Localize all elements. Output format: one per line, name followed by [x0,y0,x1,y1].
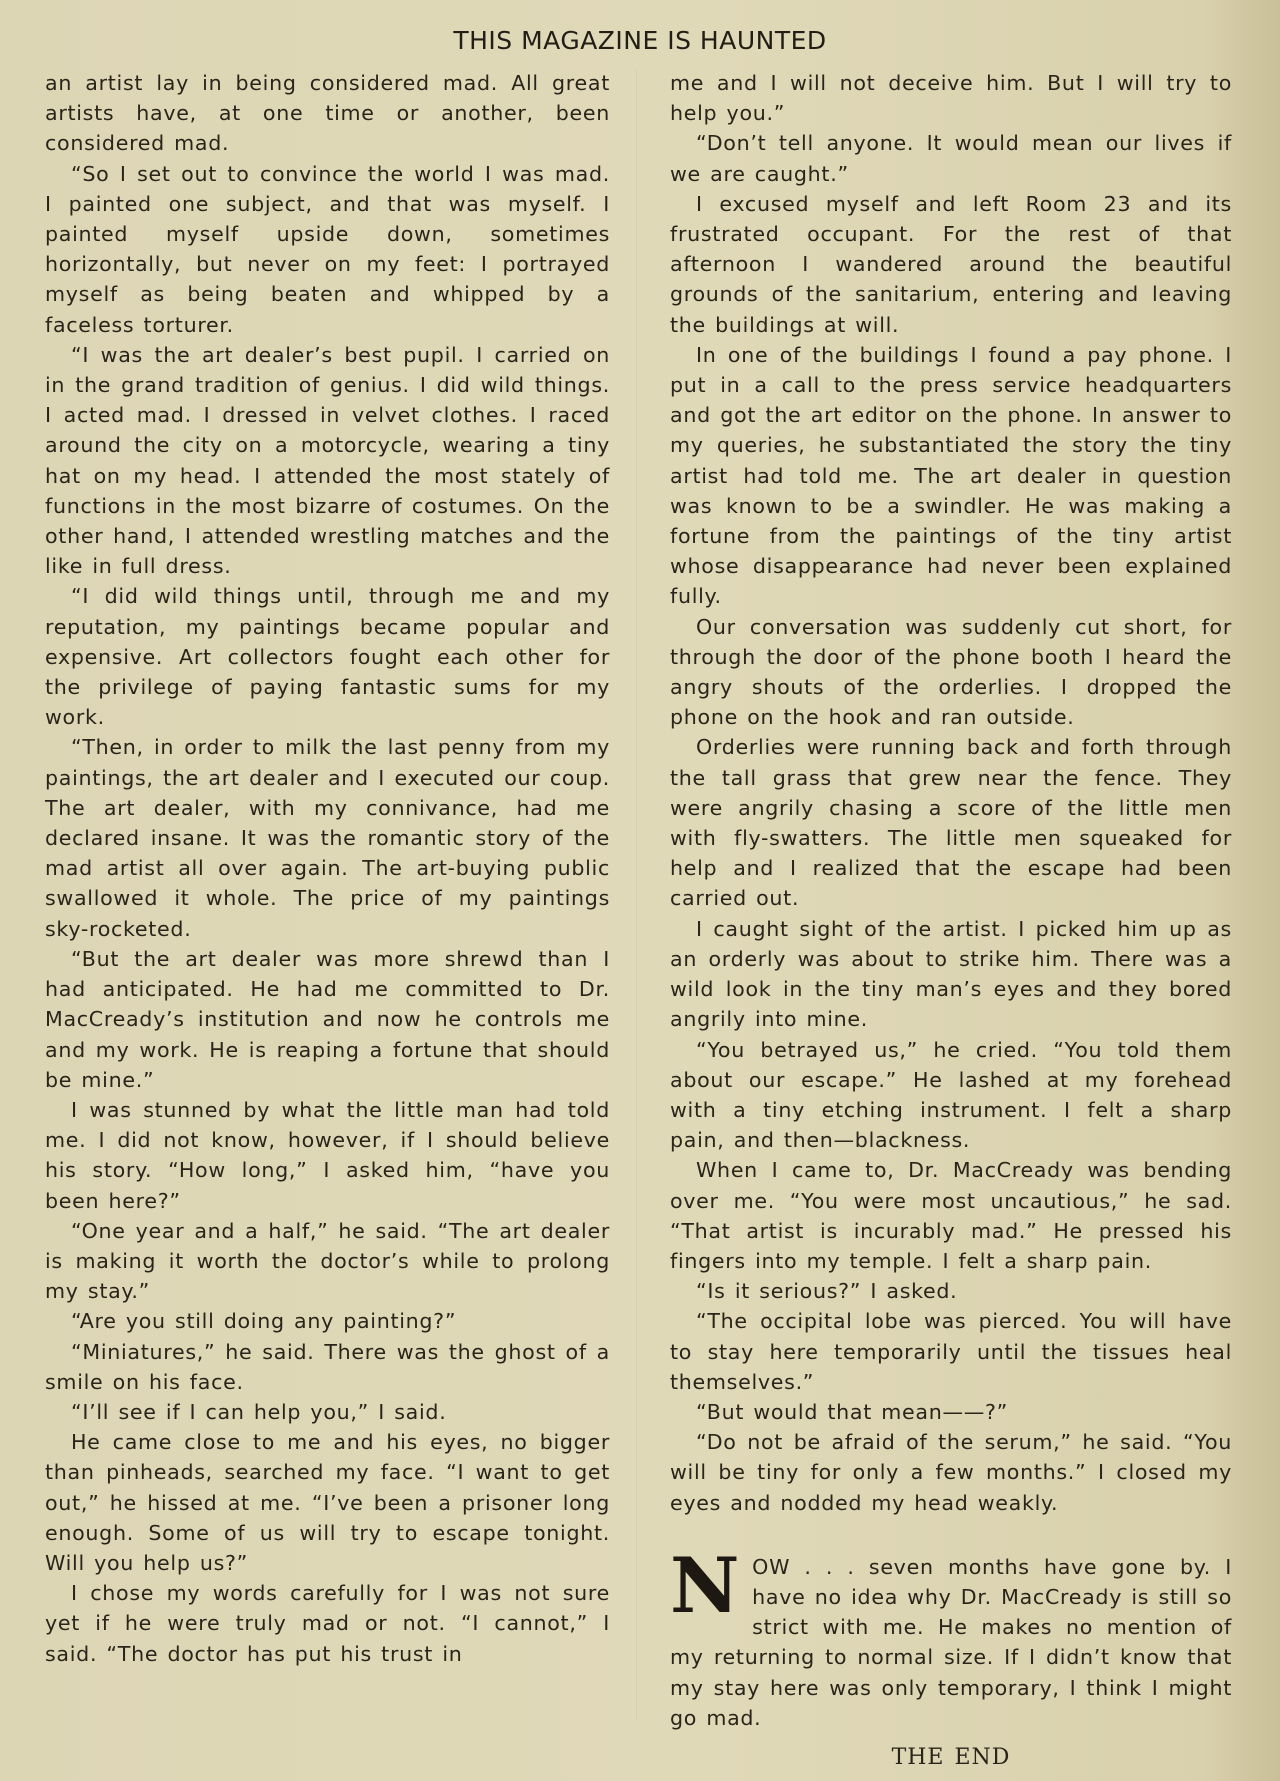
paragraph: “But would that mean——?” [696,1399,1009,1424]
paragraph: I chose my words carefully for I was not sure yet if he were truly mad or not. “I cannot,” I said. “The doctor has put his trust in [45,1581,610,1666]
paragraph: “So I set out to convince the world I was mad. I painted one subject, and that was myself. I painted myself upside down, sometimes horizontally, but never on my feet: I portrayed myself as being beaten and whipped by a faceless torturer. [45,161,610,337]
closing-paragraph [670,1540,1232,1733]
paragraph: “You betrayed us,” he cried. “You told them about our escape.” He lashed at my forehead with a tiny etching instrument. I felt a sharp pain, and then—blackness. [670,1037,1232,1153]
column-gutter [636,70,637,1720]
paragraph: “Are you still doing any painting?” [71,1309,457,1334]
paragraph: “Miniatures,” he said. There was the ghost of a smile on his face. [45,1339,610,1394]
drop-cap: N [670,1540,741,1630]
paragraph: “Then, in order to milk the last penny from my paintings, the art dealer and I executed our coup. The art dealer, with my connivance, had me declared insane. It was the romantic story of the mad artist all over again. The art-buying public swallowed it whole. The price of my paintings sky-rocketed. [45,735,610,941]
paragraph: I was stunned by what the little man had told me. I did not know, however, if I should believe his story. “How long,” I asked him, “have you been here?” [45,1097,610,1213]
paragraph: “One year and a half,” he said. “The art dealer is making it worth the doctor’s while to prolong my stay.” [45,1218,610,1304]
paragraph: an artist lay in being considered mad. All great artists have, at one time or another, been considered mad. [45,71,610,156]
paragraph: me and I will not deceive him. But I will try to help you.” [670,71,1232,126]
paragraph: “Is it serious?” I asked. [696,1279,958,1304]
the-end-label: THE END [891,1744,1011,1770]
paragraph: “I did wild things until, through me and my reputation, my paintings became popular and expensive. Art collectors fought each other for the privilege of paying fantastic sums for my work. [45,584,610,730]
right-column [670,68,1232,1773]
paragraph: Our conversation was suddenly cut short, for through the door of the phone booth I heard the angry shouts of the orderlies. I dropped the phone on the hook and ran outside. [670,614,1232,730]
paragraph: When I came to, Dr. MacCready was bending over me. “You were most uncautious,” he sad. “That artist is incurably mad.” He pressed his fingers into my temple. I felt a sharp pain. [670,1158,1232,1273]
closing-text: OW . . . seven months have gone by. I have no idea why Dr. MacCready is still so strict with me. He makes no mention of my returning to normal size. If I didn’t know that my stay here was only temporary, I think I might go mad. [670,1554,1232,1730]
paragraph: “But the art dealer was more shrewd than I had anticipated. He had me committed to Dr. MacCready’s institution and now he controls me and my work. He is reaping a fortune that should be mine.” [45,946,610,1092]
left-column [45,68,610,1669]
paragraph: I caught sight of the artist. I picked him up as an orderly was about to strike him. There was a wild look in the tiny man’s eyes and they bored angrily into mine. [670,916,1232,1032]
paragraph: “Do not be afraid of the serum,” he said. “You will be tiny for only a few months.” I closed my eyes and nodded my head weakly. [670,1430,1232,1515]
paragraph: “Don’t tell anyone. It would mean our lives if we are caught.” [670,131,1232,186]
paragraph: Orderlies were running back and forth through the tall grass that grew near the fence. They were angrily chasing a score of the little men with fly-swatters. The little men squeaked for help and I realized that the escape had been carried out. [670,735,1232,911]
paragraph: “I was the art dealer’s best pupil. I carried on in the grand tradition of genius. I did wild things. I acted mad. I dressed in velvet clothes. I raced around the city on a motorcycle, wearing a tiny hat on my head. I attended the most stately of functions in the most bizarre of costumes. On the other hand, I attended wrestling matches and the like in full dress. [45,342,610,579]
running-header: THIS MAGAZINE IS HAUNTED [453,26,827,55]
paragraph: “The occipital lobe was pierced. You will have to stay here temporarily until the tissues heal themselves.” [670,1309,1232,1394]
paragraph: He came close to me and his eyes, no bigger than pinheads, searched my face. “I want to get out,” he hissed at me. “I’ve been a prisoner long enough. Some of us will try to escape tonight. Will you help us?” [45,1430,610,1575]
paragraph: “I’ll see if I can help you,” I said. [71,1399,447,1424]
paragraph: I excused myself and left Room 23 and its frustrated occupant. For the rest of that afternoon I wandered around the beautiful grounds of the sanitarium, entering and leaving the buildings at will. [670,191,1232,337]
paragraph: In one of the buildings I found a pay phone. I put in a call to the press service headquarters and got the art editor on the phone. In answer to my queries, he substantiated the story the tiny artist had told me. The art dealer in question was known to be a swindler. He was making a fortune from the paintings of the tiny artist whose disappearance had never been explained fully. [670,342,1232,609]
